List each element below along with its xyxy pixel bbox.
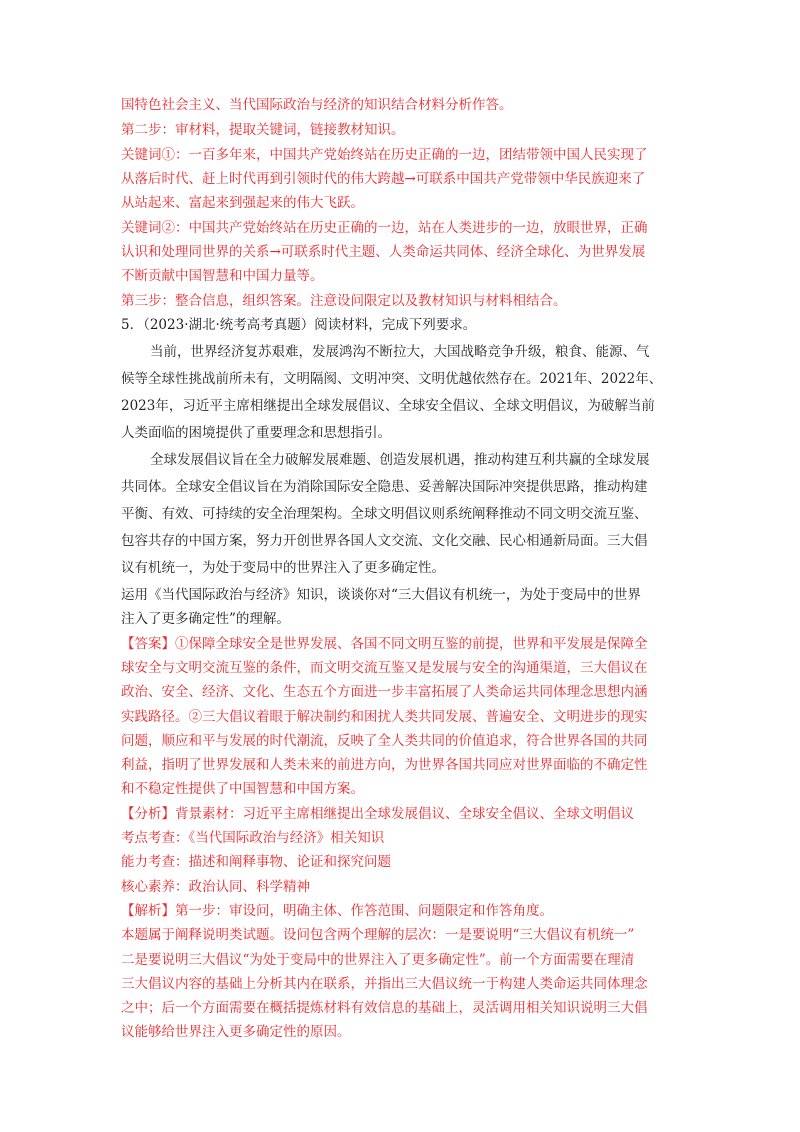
text-line: 从落后时代、赶上时代再到引领时代的伟大跨越→可联系中国共产党带领中华民族迎来了 [121, 171, 646, 187]
material-line: 包容共存的中国方案，努力开创世界各国人文交流、文化交融、民心相通新局面。三大倡 [121, 533, 648, 549]
material-line: 2023年，习近平主席相继提出全球发展倡议、全球安全倡议、全球文明倡议，为破解当前 [121, 398, 655, 414]
answer-line: 和不稳定性提供了中国智慧和中国方案。 [121, 781, 364, 798]
text-line: 第三步：整合信息，组织答案。注意设问限定以及教材知识与材料相结合。 [121, 293, 567, 309]
text-line: 不断贡献中国智慧和中国力量等。 [121, 268, 324, 284]
analysis-line: 能力考查：描述和阐释事物、论证和探究问题 [121, 854, 391, 871]
answer-line: 实践路径。②三大倡议着眼于解决制约和困扰人类共同发展、普遍安全、文明进步的现实 [121, 708, 648, 725]
question-heading: 5．（2023·湖北·统考高考真题）阅读材料，完成下列要求。 [121, 317, 477, 333]
answer-line: 利益，指明了世界发展和人类未来的前进方向，为世界各国共同应对世界面临的不确定性 [121, 757, 648, 774]
explanation-line: 之中；后一个方面需要在概括提炼材料有效信息的基础上，灵活调用相关知识说明三大倡 [121, 1000, 648, 1017]
question-prompt: 运用《当代国际政治与经济》知识，谈谈你对“三大倡议有机统一，为处于变局中的世界 [121, 587, 641, 603]
material-line: 人类面临的困境提供了重要理念和思想指引。 [121, 425, 391, 441]
answer-line: 政治、安全、经济、文化、生态五个方面进一步丰富拓展了人类命运共同体理念思想内涵 [121, 684, 648, 701]
explanation-line: 本题属于阐释说明类试题。设问包含两个理解的层次：一是要说明“三大倡议有机统一” [121, 927, 635, 944]
text-line: 关键词②：中国共产党始终站在历史正确的一边，站在人类进步的一边，放眼世界，正确 [121, 220, 648, 236]
text-line: 认识和处理同世界的关系→可联系时代主题、人类命运共同体、经济全球化、为世界发展 [121, 244, 646, 260]
explanation-line: 议能够给世界注入更多确定性的原因。 [121, 1024, 351, 1041]
material-line: 候等全球性挑战前所未有，文明隔阂、文明冲突、文明优越依然存在。2021年、2022年、 [121, 371, 663, 387]
answer-line: 球安全与文明交流互鉴的条件，而文明交流互鉴又是发展与安全的沟通渠道，三大倡议在 [121, 659, 648, 676]
analysis-line: 核心素养：政治认同、科学精神 [121, 878, 310, 895]
text-line: 关键词①：一百多年来，中国共产党始终站在历史正确的一边，团结带领中国人民实现了 [121, 147, 648, 163]
material-line: 平衡、有效、可持续的安全治理架构。全球文明倡议则系统阐释推动不同文明交流互鉴、 [121, 506, 648, 522]
answer-line: 问题，顺应和平与发展的时代潮流，反映了全人类共同的价值追求，符合世界各国的共同 [121, 732, 648, 749]
analysis-line: 考点考查：《当代国际政治与经济》相关知识 [121, 830, 385, 846]
material-line: 全球发展倡议旨在全力破解发展难题、创造发展机遇，推动构建互利共赢的全球发展 [150, 452, 650, 468]
material-line: 议有机统一，为处于变局中的世界注入了更多确定性。 [121, 560, 445, 576]
explanation-line: 三大倡议内容的基础上分析其内在联系，并指出三大倡议统一于构建人类命运共同体理念 [121, 975, 648, 992]
text-line: 第二步：审材料，提取关键词，链接教材知识。 [121, 122, 405, 138]
explanation-line: 【解析】第一步：审设问，明确主体、作答范围、问题限定和作答角度。 [121, 902, 553, 919]
explanation-line: 二是要说明三大倡议“为处于变局中的世界注入了更多确定性”。前一个方面需要在理清 [121, 951, 635, 968]
text-line: 国特色社会主义、当代国际政治与经济的知识结合材料分析作答。 [121, 97, 513, 113]
material-line: 当前，世界经济复苏艰难，发展鸿沟不断拉大，大国战略竞争升级，粮食、能源、气 [150, 344, 650, 360]
answer-line: 【答案】①保障全球安全是世界发展、各国不同文明互鉴的前提，世界和平发展是保障全 [121, 635, 648, 652]
text-line: 从站起来、富起来到强起来的伟大飞跃。 [121, 195, 364, 211]
analysis-line: 【分析】背景素材：习近平主席相继提出全球发展倡议、全球安全倡议、全球文明倡议 [121, 805, 634, 822]
question-prompt: 注入了更多确定性”的理解。 [121, 611, 290, 628]
material-line: 共同体。全球安全倡议旨在为消除国际安全隐患、妥善解决国际冲突提供思路，推动构建 [121, 479, 648, 495]
